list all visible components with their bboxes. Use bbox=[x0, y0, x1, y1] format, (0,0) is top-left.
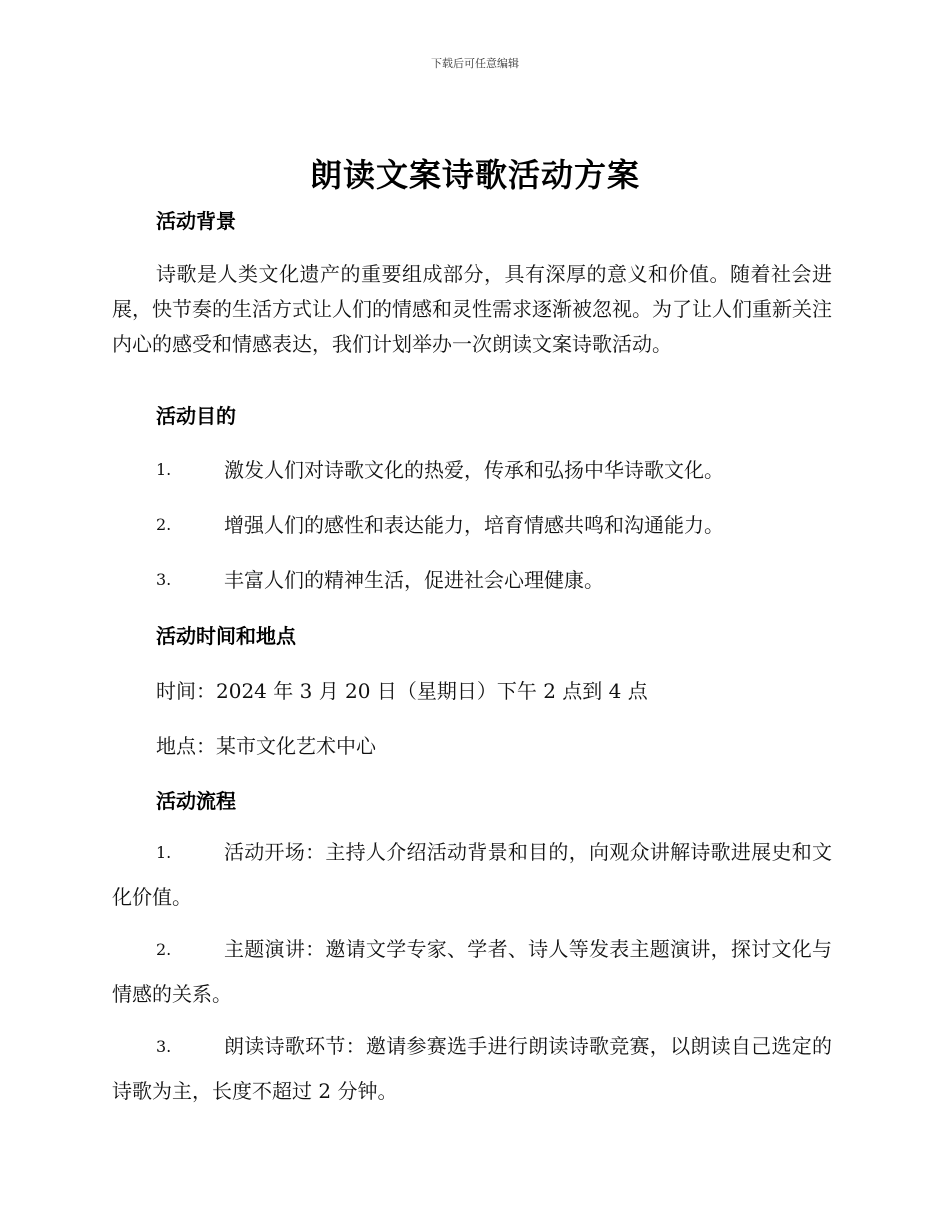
event-time: 时间：2024 年 3 月 20 日（星期日）下午 2 点到 4 点 bbox=[156, 679, 648, 703]
list-item-text: 激发人们对诗歌文化的热爱，传承和弘扬中华诗歌文化。 bbox=[224, 458, 724, 482]
background-paragraph: 诗歌是人类文化遗产的重要组成部分，具有深厚的意义和价值。随着社会进展，快节奏的生活方式让人们的情感和灵性需求逐渐被忽视。为了让人们重新关注内心的感受和情感表达，我们计划举办一次朗读文案诗歌活动。 bbox=[112, 262, 832, 356]
process-item-1 bbox=[112, 830, 832, 920]
list-number: 3. bbox=[156, 570, 172, 589]
purpose-item-1 bbox=[112, 455, 832, 485]
list-number: 2. bbox=[156, 940, 172, 959]
list-item-text: 主题演讲：邀请文学专家、学者、诗人等发表主题演讲，探讨文化与情感的关系。 bbox=[112, 937, 832, 1006]
process-item-3 bbox=[112, 1024, 832, 1114]
heading-process: 活动流程 bbox=[156, 789, 236, 813]
list-item-text: 活动开场：主持人介绍活动背景和目的，向观众讲解诗歌进展史和文化价值。 bbox=[112, 840, 832, 909]
process-item-2 bbox=[112, 927, 832, 1017]
heading-time-place: 活动时间和地点 bbox=[156, 624, 296, 648]
purpose-item-2 bbox=[112, 510, 832, 540]
list-item-text: 丰富人们的精神生活，促进社会心理健康。 bbox=[224, 568, 604, 592]
list-number: 2. bbox=[156, 515, 172, 534]
document-title: 朗读文案诗歌活动方案 bbox=[309, 156, 640, 194]
list-item-text: 朗读诗歌环节：邀请参赛选手进行朗读诗歌竞赛，以朗读自己选定的诗歌为主，长度不超过 2 分钟。 bbox=[112, 1034, 832, 1103]
event-place: 地点：某市文化艺术中心 bbox=[156, 734, 376, 758]
header-note: 下载后可任意编辑 bbox=[431, 57, 519, 70]
list-number: 3. bbox=[156, 1037, 172, 1056]
list-number: 1. bbox=[156, 460, 172, 479]
list-item-text: 增强人们的感性和表达能力，培育情感共鸣和沟通能力。 bbox=[224, 513, 724, 537]
heading-purpose: 活动目的 bbox=[156, 404, 236, 428]
list-number: 1. bbox=[156, 843, 172, 862]
purpose-item-3 bbox=[112, 565, 832, 595]
heading-background: 活动背景 bbox=[156, 209, 236, 233]
